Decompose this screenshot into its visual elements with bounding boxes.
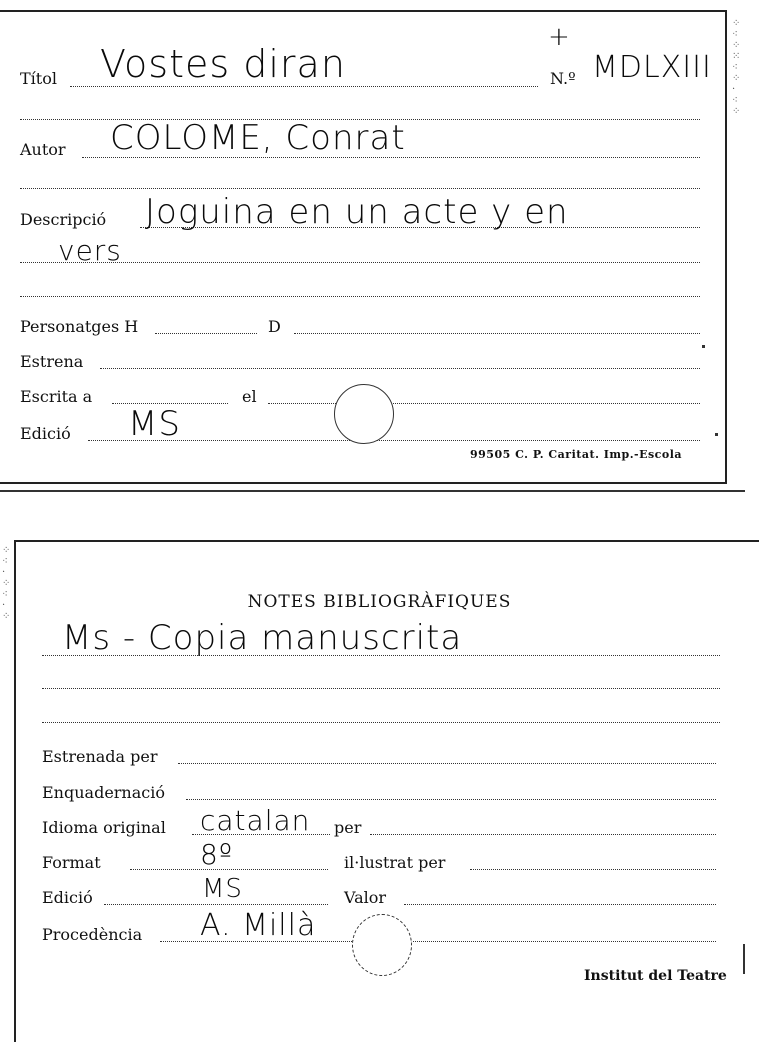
edicio-back-label: Edició <box>42 888 93 907</box>
card-separator <box>0 490 745 492</box>
edge-noise: ⁘ ⁖ · ⁘ ⁖ · ⁘ <box>2 545 11 622</box>
estrenada-line <box>178 763 716 764</box>
edicio-back-value: MS <box>202 874 243 904</box>
enquadernacio-label: Enquadernació <box>42 783 165 802</box>
illustrat-label: il·lustrat per <box>344 853 446 872</box>
idioma-label: Idioma original <box>42 818 166 837</box>
numero-label: N.º <box>550 69 576 88</box>
descripcio-value-line2: vers <box>58 234 122 267</box>
numero-value: MDLXIII <box>592 50 712 85</box>
format-value: 8º <box>200 838 234 871</box>
autor-label: Autor <box>20 140 66 159</box>
idioma-value: catalan <box>200 804 311 837</box>
titol-label: Títol <box>20 69 57 88</box>
estrena-line <box>100 368 700 369</box>
estrena-label: Estrena <box>20 352 84 371</box>
idioma-per-label: per <box>334 818 362 837</box>
edge-noise: ⁘ ⁖ ⁘ ⁙ ⁖ ⁘ · ⁖ ⁘ <box>732 18 741 117</box>
printer-imprint: 99505 C. P. Caritat. Imp.-Escola <box>470 448 683 461</box>
edicio-value: MS <box>128 404 181 444</box>
edicio-back-line <box>104 904 328 905</box>
autor-value: COLOME, Conrat <box>110 118 406 158</box>
edicio-label: Edició <box>20 424 71 443</box>
punch-hole <box>334 384 394 444</box>
ruled-line <box>20 188 700 189</box>
ruled-line <box>20 262 700 263</box>
idioma-per-line <box>370 834 716 835</box>
dones-label: D <box>268 317 281 336</box>
notes-value: Ms - Copia manuscrita <box>62 618 463 658</box>
speck <box>702 345 705 348</box>
enquadernacio-line <box>186 799 716 800</box>
institute-imprint: Institut del Teatre <box>584 968 727 984</box>
punch-hole <box>352 914 412 976</box>
ruled-line <box>42 722 720 723</box>
valor-line <box>404 904 716 905</box>
valor-label: Valor <box>344 888 387 907</box>
personatges-homes-line <box>155 333 257 334</box>
procedencia-value: A. Millà <box>200 908 317 943</box>
edge-tick <box>743 944 745 974</box>
escrita-label: Escrita a <box>20 387 93 406</box>
speck <box>715 433 718 436</box>
ruled-line <box>20 296 700 297</box>
illustrat-line <box>470 869 716 870</box>
format-label: Format <box>42 853 101 872</box>
personatges-label: Personatges H <box>20 317 139 336</box>
numero-mark: + <box>548 22 571 52</box>
personatges-dones-line <box>294 333 700 334</box>
estrenada-label: Estrenada per <box>42 747 158 766</box>
descripcio-label: Descripció <box>20 210 107 229</box>
titol-line <box>70 86 538 87</box>
notes-heading: NOTES BIBLIOGRÀFIQUES <box>247 592 512 612</box>
descripcio-value-line1: Joguina en un acte y en <box>145 192 569 232</box>
el-line <box>268 403 700 404</box>
procedencia-label: Procedència <box>42 925 143 944</box>
ruled-line <box>42 688 720 689</box>
titol-value: Vostes diran <box>100 42 346 86</box>
el-label: el <box>242 387 257 406</box>
